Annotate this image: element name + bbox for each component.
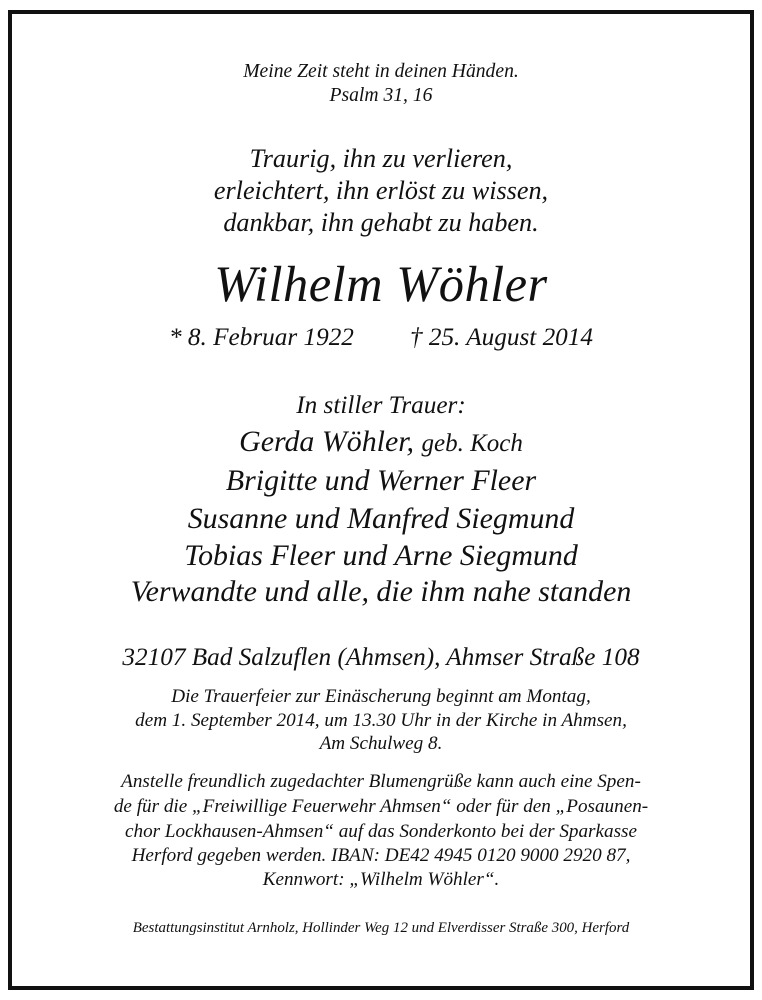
donation-line: Anstelle freundlich zugedachter Blumengrüße kann auch eine Spen- [121,771,641,792]
psalm-quote: Meine Zeit steht in deinen Händen. [243,61,519,82]
donation-line: Kennwort: „Wilhelm Wöhler“. [262,869,500,890]
family-address: 32107 Bad Salzuflen (Ahmsen), Ahmser Straße 108 [122,644,640,671]
mourner-line: Verwandte und alle, die ihm nahe standen [130,575,632,608]
mourner-line: Brigitte und Werner Fleer [225,464,537,497]
funeral-home: Bestattungsinstitut Arnholz, Hollinder Weg 12 und Elverdisser Straße 300, Herford [132,920,630,936]
donation-line: Herford gegeben werden. IBAN: DE42 4945 0120 9000 2920 87, [131,845,631,866]
service-line: dem 1. September 2014, um 13.30 Uhr in der Kirche in Ahmsen, [135,710,627,731]
mourner-line: Susanne und Manfred Siegmund [187,502,575,535]
psalm-reference: Psalm 31, 16 [329,85,433,106]
mourners-heading: In stiller Trauer: [296,392,466,419]
deceased-name: Wilhelm Wöhler [214,256,548,312]
donation-line: de für die „Freiwillige Feuerwehr Ahmsen“ oder für den „Posaunen- [113,796,649,817]
verse-line: dankbar, ihn gehabt zu haben. [223,208,539,237]
mourner-name: Gerda Wöhler, [239,425,415,458]
service-line: Die Trauerfeier zur Einäscherung beginnt am Montag, [171,686,591,707]
verse-line: Traurig, ihn zu verlieren, [249,144,513,173]
service-line: Am Schulweg 8. [319,733,443,754]
death-date: † 25. August 2014 [409,324,594,351]
mourner-line [0,427,762,457]
life-dates [0,325,762,350]
mourner-line: Tobias Fleer und Arne Siegmund [184,539,578,572]
birth-date: * 8. Februar 1922 [168,324,354,351]
maiden-name-note: geb. Koch [421,430,523,457]
verse-line: erleichtert, ihn erlöst zu wissen, [213,176,549,205]
donation-line: chor Lockhausen-Ahmsen“ auf das Sonderkonto bei der Sparkasse [125,821,637,842]
